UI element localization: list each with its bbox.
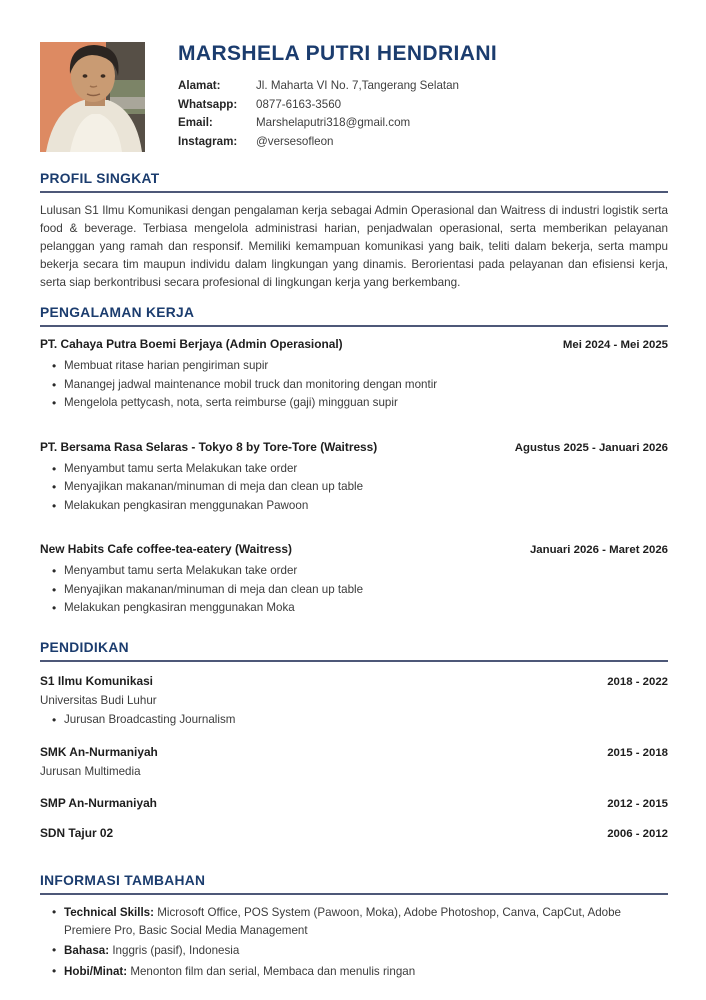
- job-company: New Habits Cafe coffee-tea-eatery (Waitress): [40, 542, 292, 556]
- additional-info-value: Microsoft Office, POS System (Pawoon, Moka), Adobe Photoshop, Canva, CapCut, Adobe Premiere Pro, Basic Social Media Management: [64, 906, 621, 937]
- education-entry: [40, 826, 668, 840]
- section-title-profile: PROFIL SINGKAT: [40, 171, 668, 193]
- contact-label: Alamat:: [178, 79, 221, 92]
- education-header: [40, 745, 668, 759]
- profile-photo: [40, 42, 145, 152]
- contact-value: 0877-6163-3560: [256, 97, 342, 111]
- bullet-item: • Mengelola pettycash, nota, serta reimburse (gaji) mingguan supir: [40, 394, 668, 413]
- section-title-education: PENDIDIKAN: [40, 640, 668, 662]
- contact-row: [178, 133, 668, 152]
- bullet-item: • Menyambut tamu serta Melakukan take order: [40, 460, 668, 479]
- section-education: [40, 640, 668, 841]
- education-dates: 2015 - 2018: [607, 747, 668, 759]
- section-additional-info: [40, 873, 668, 980]
- job-company: PT. Cahaya Putra Boemi Berjaya (Admin Operasional): [40, 337, 343, 351]
- bullet-item: • Membuat ritase harian pengiriman supir: [40, 357, 668, 376]
- profile-summary-text: Lulusan S1 Ilmu Komunikasi dengan pengalaman kerja sebagai Admin Operasional dan Waitress di industri logistik serta food & beverage. Terbiasa mengelola administrasi harian, penjadwalan operasional, serta memberikan pelayanan pelanggan yang ramah dan responsif. Memiliki kemampuan komunikasi yang baik, teliti dalam bekerja, serta mampu bekerja secara tim maupun individu dalam lingkungan yang dinamis. Berorientasi pada pelayanan dan efisiensi kerja, serta siap berkontribusi secara profesional di lingkungan kerja yang berkembang.: [40, 204, 668, 289]
- job-duty-list: [40, 562, 668, 618]
- additional-info-item: [40, 904, 668, 939]
- education-dates: 2006 - 2012: [607, 828, 668, 840]
- education-header: [40, 826, 668, 840]
- bullet-item: • Menyajikan makanan/minuman di meja dan clean up table: [40, 478, 668, 497]
- education-header: [40, 674, 668, 688]
- bullet-item: • Menyambut tamu serta Melakukan take order: [40, 562, 668, 581]
- contact-list: [178, 77, 668, 151]
- job-duty-list: [40, 460, 668, 516]
- education-school: SDN Tajur 02: [40, 826, 114, 840]
- contact-row: [178, 77, 668, 96]
- bullet-item: • Melakukan pengkasiran menggunakan Pawoon: [40, 497, 668, 516]
- job-dates: Mei 2024 - Mei 2025: [562, 339, 668, 351]
- education-detail-list: [40, 711, 668, 730]
- job-duty-list: [40, 357, 668, 413]
- section-title-experience: PENGALAMAN KERJA: [40, 305, 668, 327]
- job-header: [40, 440, 668, 454]
- additional-info-item: [40, 963, 668, 981]
- education-header: [40, 796, 668, 810]
- person-name: MARSHELA PUTRI HENDRIANI: [178, 42, 498, 65]
- additional-info-value: Inggris (pasif), Indonesia: [109, 944, 240, 957]
- header: [40, 41, 668, 152]
- contact-label: Instagram:: [178, 134, 238, 148]
- section-title-additional-info: INFORMASI TAMBAHAN: [40, 873, 668, 895]
- education-entry: [40, 674, 668, 730]
- education-subtitle: Jurusan Multimedia: [40, 765, 141, 778]
- education-entry: [40, 745, 668, 780]
- education-school: SMK An-Nurmaniyah: [40, 745, 158, 759]
- job-dates: Januari 2026 - Maret 2026: [529, 544, 668, 556]
- header-identity: [178, 41, 668, 151]
- additional-info-label: Bahasa:: [64, 944, 110, 957]
- education-list: [40, 674, 668, 841]
- additional-info-label: Hobi/Minat:: [64, 964, 128, 978]
- contact-value: Marshelaputri318@gmail.com: [256, 116, 411, 129]
- bullet-item: • Jurusan Broadcasting Journalism: [40, 711, 668, 730]
- job-header: [40, 542, 668, 556]
- contact-value: Jl. Maharta VI No. 7,Tangerang Selatan: [256, 79, 460, 92]
- contact-label: Email:: [178, 116, 213, 129]
- job-entry: [40, 337, 668, 413]
- bullet-item: • Melakukan pengkasiran menggunakan Moka: [40, 599, 668, 618]
- additional-info-list: [40, 904, 668, 980]
- bullet-item: • Menyajikan makanan/minuman di meja dan clean up table: [40, 581, 668, 600]
- job-company: PT. Bersama Rasa Selaras - Tokyo 8 by Tore-Tore (Waitress): [40, 439, 378, 454]
- job-entry: [40, 542, 668, 618]
- contact-label: Whatsapp:: [178, 97, 238, 111]
- job-entry: [40, 440, 668, 516]
- profile-photo-illustration: [40, 42, 145, 152]
- job-dates: Agustus 2025 - Januari 2026: [514, 441, 668, 454]
- section-experience: [40, 305, 668, 618]
- education-entry: [40, 796, 668, 810]
- education-dates: 2012 - 2015: [607, 798, 668, 810]
- contact-value: @versesofleon: [256, 134, 334, 148]
- additional-info-item: [40, 942, 668, 960]
- job-list: [40, 337, 668, 618]
- section-profile: [40, 171, 668, 292]
- job-header: [40, 337, 668, 351]
- additional-info-value: Menonton film dan serial, Membaca dan menulis ringan: [127, 964, 416, 978]
- education-subtitle: Universitas Budi Luhur: [40, 693, 157, 707]
- education-school: S1 Ilmu Komunikasi: [40, 673, 153, 688]
- contact-row: [178, 96, 668, 115]
- contact-row: [178, 114, 668, 133]
- education-dates: 2018 - 2022: [607, 675, 668, 688]
- education-school: SMP An-Nurmaniyah: [40, 796, 157, 810]
- bullet-item: • Manangej jadwal maintenance mobil truck dan monitoring dengan montir: [40, 376, 668, 395]
- additional-info-label: Technical Skills:: [64, 906, 154, 919]
